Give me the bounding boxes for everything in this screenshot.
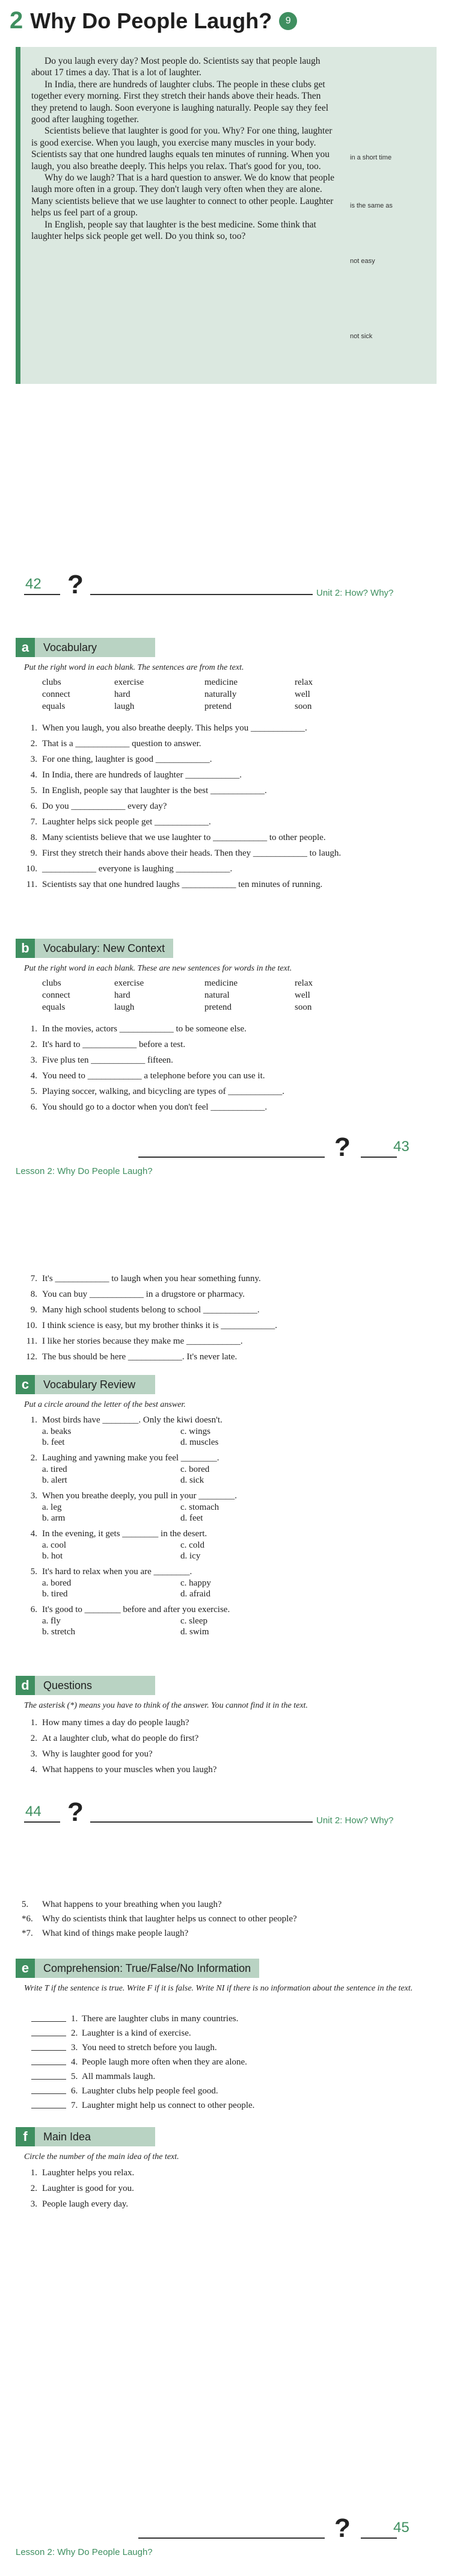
mc-option[interactable]: c. bored bbox=[180, 1465, 210, 1474]
word: connect bbox=[42, 990, 70, 1000]
page-43 bbox=[0, 626, 451, 1252]
list-item[interactable]: 3. People laugh every day. bbox=[30, 2199, 129, 2209]
footer-rule bbox=[361, 1157, 397, 1158]
mc-option[interactable]: a. leg bbox=[42, 1503, 62, 1512]
list-item: 11. Scientists say that one hundred laughs ____________ ten minutes of running. bbox=[26, 880, 323, 889]
section-f-items bbox=[22, 2167, 437, 2214]
list-item: 2. It's hard to ____________ before a test. bbox=[30, 1040, 186, 1049]
footer-rule bbox=[90, 594, 313, 595]
list-item: 4. What happens to your muscles when you laugh? bbox=[30, 1765, 217, 1774]
list-item: 7. Laughter helps sick people get ____________. bbox=[30, 817, 211, 827]
list-item: *7. What kind of things make people laugh? bbox=[22, 1929, 189, 1938]
tf-item: 2. Laughter is a kind of exercise. bbox=[31, 2027, 428, 2039]
mc-option[interactable]: d. swim bbox=[180, 1627, 209, 1637]
section-d-header bbox=[16, 1676, 155, 1695]
word-box bbox=[42, 678, 367, 712]
section-d-items bbox=[22, 1717, 437, 1779]
page-footer bbox=[0, 1797, 451, 1829]
section-f-header bbox=[16, 2127, 155, 2146]
cd-track-icon: 9 bbox=[279, 12, 297, 30]
question-mark-icon: ? bbox=[334, 1132, 351, 1162]
word: laugh bbox=[114, 702, 135, 711]
word: soon bbox=[295, 702, 312, 711]
mc-option[interactable]: b. alert bbox=[42, 1475, 67, 1485]
word: soon bbox=[295, 1002, 312, 1012]
mc-option[interactable]: d. sick bbox=[180, 1475, 204, 1485]
tf-item: 3. You need to stretch before you laugh. bbox=[31, 2042, 428, 2054]
list-item: 11. I like her stories because they make me ____________. bbox=[26, 1336, 243, 1346]
page-number: 42 bbox=[25, 576, 41, 592]
section-e-header bbox=[16, 1959, 259, 1978]
chapter-number: 2 bbox=[10, 7, 23, 34]
paragraph: In English, people say that laughter is the best medicine. Some think that laughter helps sick people get well. Do you think so, too? bbox=[31, 219, 316, 242]
list-item: 6. You should go to a doctor when you don't feel ____________. bbox=[30, 1102, 268, 1112]
word: relax bbox=[295, 678, 313, 687]
page-footer bbox=[0, 1132, 451, 1164]
page-44 bbox=[0, 1261, 451, 1883]
word: clubs bbox=[42, 678, 61, 687]
section-letter: d bbox=[16, 1676, 35, 1695]
list-item: 1. In the movies, actors ____________ to be someone else. bbox=[30, 1024, 247, 1034]
list-item: 4. In India, there are hundreds of laughter ____________. bbox=[30, 770, 242, 780]
list-item: 1. When you laugh, you also breathe deeply. This helps you ____________. bbox=[30, 723, 307, 733]
list-item: 5. What happens to your breathing when you laugh? bbox=[22, 1900, 222, 1909]
section-instruction: Put the right word in each blank. These are new sentences for words in the text. bbox=[24, 964, 292, 973]
mc-option[interactable]: d. muscles bbox=[180, 1438, 219, 1447]
word: exercise bbox=[114, 978, 144, 988]
list-item[interactable]: 2. Laughter is good for you. bbox=[30, 2184, 134, 2193]
reading-passage bbox=[16, 47, 437, 384]
list-item: 9. Many high school students belong to school ____________. bbox=[30, 1305, 260, 1315]
section-letter: e bbox=[16, 1959, 35, 1978]
footer-rule bbox=[361, 2537, 397, 2539]
word: hard bbox=[114, 990, 130, 1000]
mc-option[interactable]: a. cool bbox=[42, 1540, 66, 1550]
list-item: 6. Do you ____________ every day? bbox=[30, 802, 167, 811]
section-d-continued bbox=[22, 1898, 437, 1942]
word: naturally bbox=[204, 690, 237, 699]
list-item: 2. That is a ____________ question to answer. bbox=[30, 739, 201, 749]
mc-option[interactable]: b. hot bbox=[42, 1551, 63, 1561]
word-box bbox=[42, 978, 367, 1013]
mc-option[interactable]: a. tired bbox=[42, 1465, 67, 1474]
section-title: Comprehension: True/False/No Information bbox=[35, 1959, 259, 1978]
section-letter: b bbox=[16, 939, 35, 958]
gloss-note: not easy bbox=[350, 258, 375, 265]
section-instruction: Write T if the sentence is true. Write F if it is false. Write NI if there is no information about the sentence in the text. bbox=[24, 1984, 413, 1993]
paragraph: Do you laugh every day? Most people do. Scientists say that people laugh about 17 times a day. That is a lot of laughter. bbox=[31, 56, 321, 78]
mc-option[interactable]: a. fly bbox=[42, 1616, 61, 1626]
list-item: 12. The bus should be here ____________. It's never late. bbox=[26, 1352, 238, 1362]
mc-option[interactable]: c. wings bbox=[180, 1427, 210, 1436]
mc-option[interactable]: b. tired bbox=[42, 1589, 68, 1599]
mc-option[interactable]: a. beaks bbox=[42, 1427, 72, 1436]
reading-text bbox=[31, 55, 338, 242]
gloss-note: is the same as bbox=[350, 202, 393, 209]
page-number: 45 bbox=[393, 2519, 410, 2536]
footer-rule bbox=[24, 1821, 60, 1823]
answer-blank[interactable] bbox=[31, 2099, 66, 2108]
mc-question: 3. When you breathe deeply, you pull in your ________. a. leg c. stomach b. arm d. feet bbox=[22, 1490, 394, 1524]
footer-rule bbox=[138, 1157, 325, 1158]
answer-blank[interactable] bbox=[31, 2071, 66, 2080]
page-number: 44 bbox=[25, 1803, 41, 1820]
mc-question: 5. It's hard to relax when you are ________. a. bored c. happy b. tired d. afraid bbox=[22, 1566, 394, 1599]
list-item: 10. I think science is easy, but my brother thinks it is ____________. bbox=[26, 1321, 278, 1330]
section-instruction: The asterisk (*) means you have to think of the answer. You cannot find it in the text. bbox=[24, 1701, 308, 1710]
tf-item: 5. All mammals laugh. bbox=[31, 2071, 428, 2083]
question-mark-icon: ? bbox=[334, 2513, 351, 2543]
mc-option[interactable]: b. arm bbox=[42, 1513, 66, 1523]
list-item: 1. How many times a day do people laugh? bbox=[30, 1718, 189, 1728]
section-b-header bbox=[16, 939, 173, 958]
tf-item: 6. Laughter clubs help people feel good. bbox=[31, 2085, 428, 2097]
unit-label: Unit 2: How? Why? bbox=[316, 588, 394, 598]
word: clubs bbox=[42, 978, 61, 988]
lesson-label: Lesson 2: Why Do People Laugh? bbox=[16, 1166, 153, 1176]
paragraph: Scientists believe that laughter is good for you. Why? For one thing, laughter is good exercise. When you laugh, you exercise many muscles in your body. Scientists say that one hundred laughs equals ten minutes of running. When you laugh, you also breathe deeply. This helps you relax. That's good for you, too. bbox=[31, 126, 333, 171]
section-a-items bbox=[22, 722, 437, 894]
list-item: 3. Why is laughter good for you? bbox=[30, 1749, 153, 1759]
word: hard bbox=[114, 690, 130, 699]
mc-question: 4. In the evening, it gets ________ in the desert. a. cool c. cold b. hot d. icy bbox=[22, 1528, 394, 1561]
mc-question: 2. Laughing and yawning make you feel ________. a. tired c. bored b. alert d. sick bbox=[22, 1453, 394, 1486]
paragraph: Why do we laugh? That is a hard question to answer. We do know that people laugh more often in a group. They don't laugh very often when they are alone. Many scientists believe that we use laughter to connect to other people. Laughter helps us feel part of a group. bbox=[31, 173, 335, 218]
paragraph: In India, there are hundreds of laughter clubs. The people in these clubs get together every morning. First they stretch their hands above their heads. Then they pretend to laugh. Soon everyone is laughing naturally. People say they feel good after laughing together. bbox=[31, 79, 329, 125]
footer-rule bbox=[24, 594, 60, 595]
mc-option[interactable]: d. icy bbox=[180, 1551, 201, 1561]
list-item: 5. In English, people say that laughter is the best ____________. bbox=[30, 786, 267, 795]
word: connect bbox=[42, 690, 70, 699]
section-letter: f bbox=[16, 2127, 35, 2146]
chapter-title: Why Do People Laugh? bbox=[30, 8, 272, 33]
word: well bbox=[295, 690, 310, 699]
question-mark-icon: ? bbox=[67, 570, 84, 599]
word: exercise bbox=[114, 678, 144, 687]
word: laugh bbox=[114, 1002, 135, 1012]
word: medicine bbox=[204, 678, 238, 687]
list-item: 4. You need to ____________ a telephone before you can use it. bbox=[30, 1071, 265, 1081]
word: medicine bbox=[204, 978, 238, 988]
list-item: 7. It's ____________ to laugh when you hear something funny. bbox=[30, 1274, 261, 1283]
word: pretend bbox=[204, 1002, 232, 1012]
list-item[interactable]: 1. Laughter helps you relax. bbox=[30, 2168, 135, 2178]
mc-option[interactable]: b. feet bbox=[42, 1438, 65, 1447]
tf-item: 7. Laughter might help us connect to other people. bbox=[31, 2099, 428, 2111]
section-title: Vocabulary Review bbox=[35, 1375, 155, 1394]
answer-blank[interactable] bbox=[31, 2056, 66, 2065]
section-instruction: Circle the number of the main idea of the text. bbox=[24, 2152, 179, 2161]
mc-option[interactable]: c. sleep bbox=[180, 1616, 207, 1626]
answer-blank[interactable] bbox=[31, 2013, 66, 2022]
true-false-list bbox=[31, 2013, 428, 2114]
answer-blank[interactable] bbox=[31, 2027, 66, 2036]
tf-item: 4. People laugh more often when they are alone. bbox=[31, 2056, 428, 2068]
section-a-header bbox=[16, 638, 155, 657]
mc-question: 6. It's good to ________ before and after you exercise. a. fly c. sleep b. stretch d. swim bbox=[22, 1604, 394, 1637]
tf-item: 1. There are laughter clubs in many countries. bbox=[31, 2013, 428, 2025]
word: relax bbox=[295, 978, 313, 988]
unit-label: Unit 2: How? Why? bbox=[316, 1815, 394, 1826]
section-title: Questions bbox=[35, 1676, 155, 1695]
page-42 bbox=[0, 0, 451, 617]
section-title: Main Idea bbox=[35, 2127, 155, 2146]
gloss-note: not sick bbox=[350, 333, 373, 340]
page-footer bbox=[0, 2513, 451, 2545]
list-item: 5. Playing soccer, walking, and bicycling are types of ____________. bbox=[30, 1087, 285, 1096]
list-item: 9. First they stretch their hands above their heads. Then they ____________ to laugh. bbox=[30, 848, 342, 858]
mc-option[interactable]: b. stretch bbox=[42, 1627, 75, 1637]
section-title: Vocabulary: New Context bbox=[35, 939, 173, 958]
multiple-choice-list bbox=[22, 1415, 394, 1642]
section-b-items bbox=[22, 1023, 437, 1117]
answer-blank[interactable] bbox=[31, 2042, 66, 2051]
chapter-heading bbox=[10, 7, 297, 34]
list-item: *6. Why do scientists think that laughter helps us connect to other people? bbox=[22, 1914, 297, 1924]
list-item: 10. ____________ everyone is laughing ____________. bbox=[26, 864, 233, 874]
word: equals bbox=[42, 702, 66, 711]
question-mark-icon: ? bbox=[67, 1797, 84, 1827]
section-b-continued bbox=[22, 1273, 437, 1367]
mc-option[interactable]: d. afraid bbox=[180, 1589, 210, 1599]
list-item: 8. You can buy ____________ in a drugstore or pharmacy. bbox=[30, 1290, 245, 1299]
page-number: 43 bbox=[393, 1138, 410, 1155]
word: well bbox=[295, 990, 310, 1000]
lesson-label: Lesson 2: Why Do People Laugh? bbox=[16, 2547, 153, 2557]
section-c-header bbox=[16, 1375, 155, 1394]
list-item: 3. Five plus ten ____________ fifteen. bbox=[30, 1055, 173, 1065]
section-title: Vocabulary bbox=[35, 638, 155, 657]
section-instruction: Put the right word in each blank. The sentences are from the text. bbox=[24, 663, 244, 672]
list-item: 8. Many scientists believe that we use laughter to ____________ to other people. bbox=[30, 833, 326, 842]
mc-question: 1. Most birds have ________. Only the kiwi doesn't. a. beaks c. wings b. feet d. muscles bbox=[22, 1415, 394, 1448]
mc-option[interactable]: a. bored bbox=[42, 1578, 72, 1588]
mc-option[interactable]: c. cold bbox=[180, 1540, 204, 1550]
section-letter: a bbox=[16, 638, 35, 657]
mc-option[interactable]: c. happy bbox=[180, 1578, 211, 1588]
section-letter: c bbox=[16, 1375, 35, 1394]
list-item: 2. At a laughter club, what do people do first? bbox=[30, 1734, 199, 1743]
footer-rule bbox=[138, 2537, 325, 2539]
page-45 bbox=[0, 1892, 451, 2576]
footer-rule bbox=[90, 1821, 313, 1823]
word: equals bbox=[42, 1002, 66, 1012]
answer-blank[interactable] bbox=[31, 2085, 66, 2094]
mc-option[interactable]: c. stomach bbox=[180, 1503, 219, 1512]
mc-option[interactable]: d. feet bbox=[180, 1513, 203, 1523]
section-instruction: Put a circle around the letter of the best answer. bbox=[24, 1400, 186, 1409]
page-footer bbox=[0, 570, 451, 601]
word: natural bbox=[204, 990, 230, 1000]
list-item: 3. For one thing, laughter is good ____________. bbox=[30, 755, 212, 764]
word: pretend bbox=[204, 702, 232, 711]
gloss-note: in a short time bbox=[350, 154, 392, 161]
